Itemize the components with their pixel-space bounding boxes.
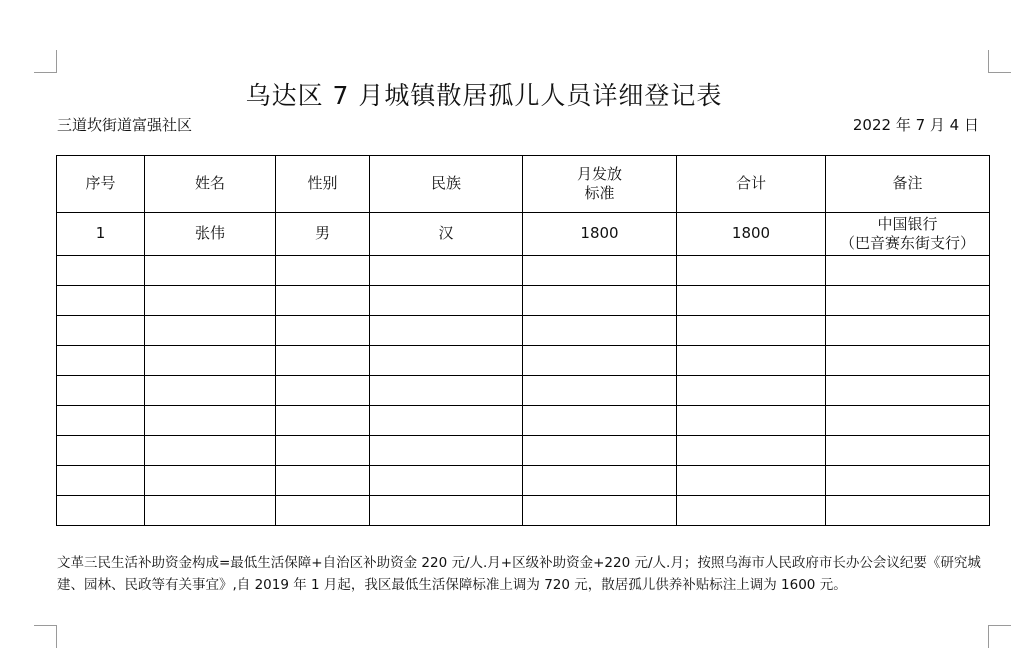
cell-remarks bbox=[826, 213, 990, 256]
crop-mark-top-left bbox=[34, 50, 57, 73]
table-header-row bbox=[57, 156, 990, 213]
crop-mark-bottom-right bbox=[988, 625, 1011, 648]
header-monthly-standard bbox=[523, 156, 677, 213]
empty-table-row bbox=[57, 376, 990, 406]
registration-table bbox=[56, 155, 990, 526]
empty-table-row bbox=[57, 286, 990, 316]
document-title: 乌达区 7 月城镇散居孤儿人员详细登记表 bbox=[245, 81, 723, 110]
community-name: 三道坎街道富强社区 bbox=[57, 116, 193, 134]
crop-mark-top-right bbox=[988, 50, 1011, 73]
cell-total: 1800 bbox=[677, 213, 826, 256]
empty-table-row bbox=[57, 466, 990, 496]
cell-monthly-standard: 1800 bbox=[523, 213, 677, 256]
header-monthly-standard-line1: 月发放 bbox=[576, 164, 622, 183]
cell-remarks-line1: 中国银行 bbox=[877, 214, 938, 233]
document-date: 2022 年 7 月 4 日 bbox=[852, 116, 979, 134]
header-name: 姓名 bbox=[145, 156, 276, 213]
cell-name: 张伟 bbox=[145, 213, 276, 256]
table-row bbox=[57, 213, 990, 256]
empty-table-row bbox=[57, 496, 990, 526]
cell-gender: 男 bbox=[276, 213, 370, 256]
empty-table-row bbox=[57, 316, 990, 346]
crop-mark-bottom-left bbox=[34, 625, 57, 648]
header-ethnicity: 民族 bbox=[370, 156, 523, 213]
footnote-text: 文革三民生活补助资金构成=最低生活保障+自治区补助资金 220 元/人.月+区级补助资金+220 元/人.月；按照乌海市人民政府市长办公会议纪要《研究城建、园林、民政等有关事宜》,自 2019 年 1 月起，我区最低生活保障标准上调为 720 元，散居孤儿供养补贴标注上调为 1600 元。 bbox=[57, 555, 981, 593]
empty-table-row bbox=[57, 256, 990, 286]
cell-ethnicity: 汉 bbox=[370, 213, 523, 256]
header-remarks: 备注 bbox=[826, 156, 990, 213]
header-monthly-standard-line2: 标准 bbox=[584, 184, 615, 202]
empty-table-row bbox=[57, 346, 990, 376]
header-gender: 性别 bbox=[276, 156, 370, 213]
cell-remarks-line2: （巴音赛东街支行） bbox=[839, 234, 975, 252]
empty-table-row bbox=[57, 406, 990, 436]
header-no: 序号 bbox=[57, 156, 145, 213]
empty-table-row bbox=[57, 436, 990, 466]
header-total: 合计 bbox=[677, 156, 826, 213]
cell-no: 1 bbox=[57, 213, 145, 256]
